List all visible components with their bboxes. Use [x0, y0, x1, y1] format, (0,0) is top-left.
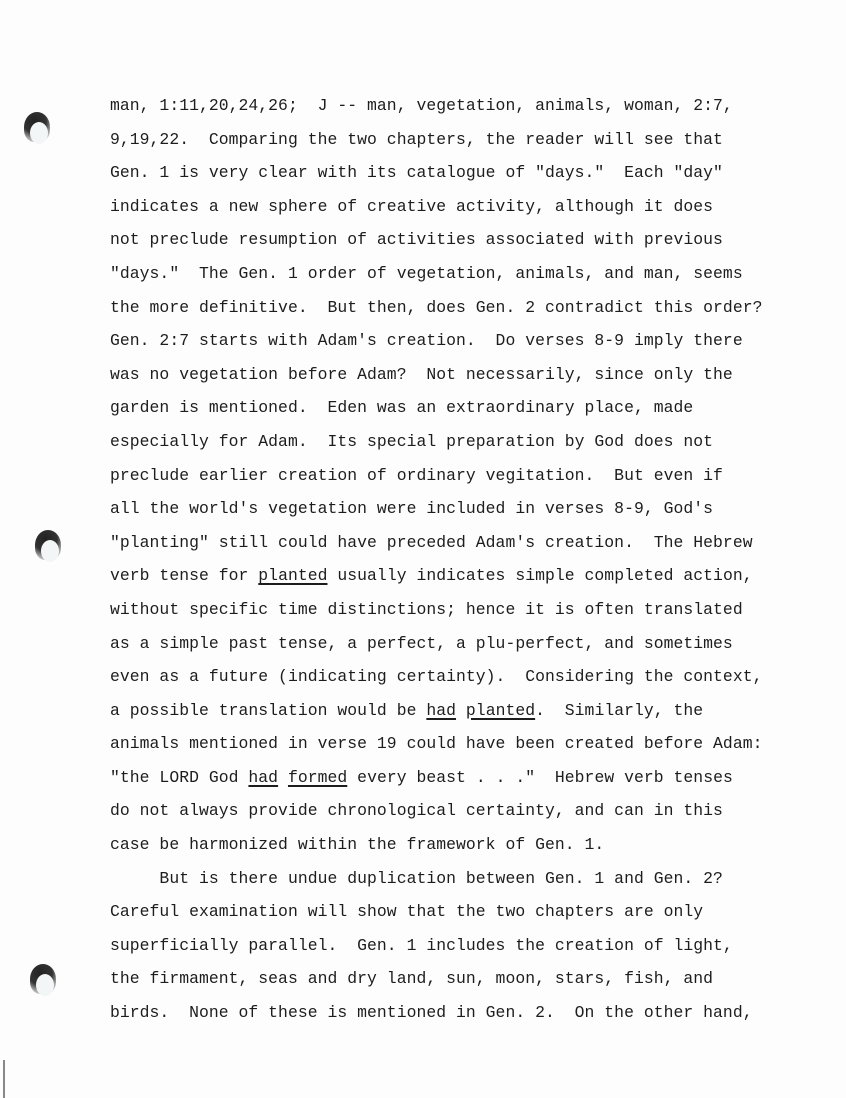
text-segment: every beast . . ." Hebrew verb tenses: [347, 767, 733, 787]
underlined-text: had: [248, 767, 279, 787]
text-segment: birds. None of these is mentioned in Gen. 2. On the other hand,: [110, 1003, 753, 1023]
text-segment: without specific time distinctions; hence it is often translated: [110, 599, 743, 619]
text-line: [110, 761, 762, 795]
text-segment: verb tense for: [110, 566, 259, 586]
scan-edge-mark: [3, 1060, 5, 1098]
text-segment: superficially parallel. Gen. 1 includes the creation of light,: [110, 935, 733, 955]
text-line: [110, 324, 762, 358]
text-line: [110, 123, 762, 157]
underlined-text: had: [426, 700, 457, 720]
text-line: [110, 425, 762, 459]
text-segment: Gen. 1 is very clear with its catalogue of "days." Each "day": [110, 163, 723, 183]
text-line: [110, 291, 762, 325]
text-line: [110, 190, 762, 224]
text-line: [110, 459, 762, 493]
text-line: [110, 257, 762, 291]
text-line: [110, 962, 762, 996]
text-segment: the more definitive. But then, does Gen. 2 contradict this order?: [110, 297, 763, 317]
text-segment: garden is mentioned. Eden was an extraordinary place, made: [110, 398, 694, 418]
text-segment: . Similarly, the: [535, 700, 704, 720]
text-segment: case be harmonized within the framework of Gen. 1.: [110, 835, 605, 855]
underlined-text: planted: [258, 566, 328, 586]
text-line: [110, 828, 762, 862]
text-segment: Gen. 2:7 starts with Adam's creation. Do verses 8-9 imply there: [110, 331, 743, 351]
text-segment: usually indicates simple completed action,: [327, 566, 753, 586]
document-body: [110, 89, 762, 1030]
text-segment: a possible translation would be: [110, 700, 427, 720]
text-line: [110, 895, 762, 929]
text-segment: do not always provide chronological certainty, and can in this: [110, 801, 723, 821]
text-line: [110, 559, 762, 593]
text-line: [110, 627, 762, 661]
text-segment: indicates a new sphere of creative activity, although it does: [110, 196, 714, 216]
text-segment: [278, 768, 288, 787]
text-segment: was no vegetation before Adam? Not necessarily, since only the: [110, 364, 733, 384]
text-line: [110, 492, 762, 526]
text-segment: all the world's vegetation were included in verses 8-9, God's: [110, 499, 714, 519]
text-line: [110, 996, 762, 1030]
punch-hole-middle: [35, 530, 61, 560]
text-line: [110, 929, 762, 963]
text-line: [110, 660, 762, 694]
text-segment: animals mentioned in verse 19 could have been created before Adam:: [110, 734, 763, 754]
text-segment: But is there undue duplication between Gen. 1 and Gen. 2?: [110, 868, 723, 888]
text-segment: man, 1:11,20,24,26; J -- man, vegetation, animals, woman, 2:7,: [110, 96, 733, 115]
text-segment: [456, 701, 466, 720]
text-line: [110, 391, 762, 425]
text-segment: 9,19,22. Comparing the two chapters, the reader will see that: [110, 129, 723, 149]
punch-hole-top: [24, 112, 50, 142]
text-segment: especially for Adam. Its special preparation by God does not: [110, 431, 714, 451]
text-line: [110, 223, 762, 257]
text-line: [110, 526, 762, 560]
text-line: [110, 358, 762, 392]
text-segment: "days." The Gen. 1 order of vegetation, animals, and man, seems: [110, 263, 743, 283]
text-line: [110, 862, 762, 896]
text-segment: as a simple past tense, a perfect, a plu-perfect, and sometimes: [110, 633, 733, 653]
text-segment: even as a future (indicating certainty). Considering the context,: [110, 667, 763, 687]
text-line: [110, 794, 762, 828]
text-segment: Careful examination will show that the two chapters are only: [110, 902, 704, 922]
text-line: [110, 694, 762, 728]
text-segment: "planting" still could have preceded Adam's creation. The Hebrew: [110, 532, 753, 552]
text-line: [110, 593, 762, 627]
text-segment: the firmament, seas and dry land, sun, moon, stars, fish, and: [110, 969, 714, 989]
punch-hole-bottom: [30, 964, 56, 994]
text-segment: not preclude resumption of activities associated with previous: [110, 230, 723, 250]
text-line: [110, 156, 762, 190]
text-segment: "the LORD God: [110, 767, 249, 787]
underlined-text: planted: [465, 700, 536, 720]
text-line: [110, 727, 762, 761]
underlined-text: formed: [287, 767, 348, 787]
text-line: [110, 89, 762, 123]
text-segment: preclude earlier creation of ordinary vegitation. But even if: [110, 465, 723, 485]
